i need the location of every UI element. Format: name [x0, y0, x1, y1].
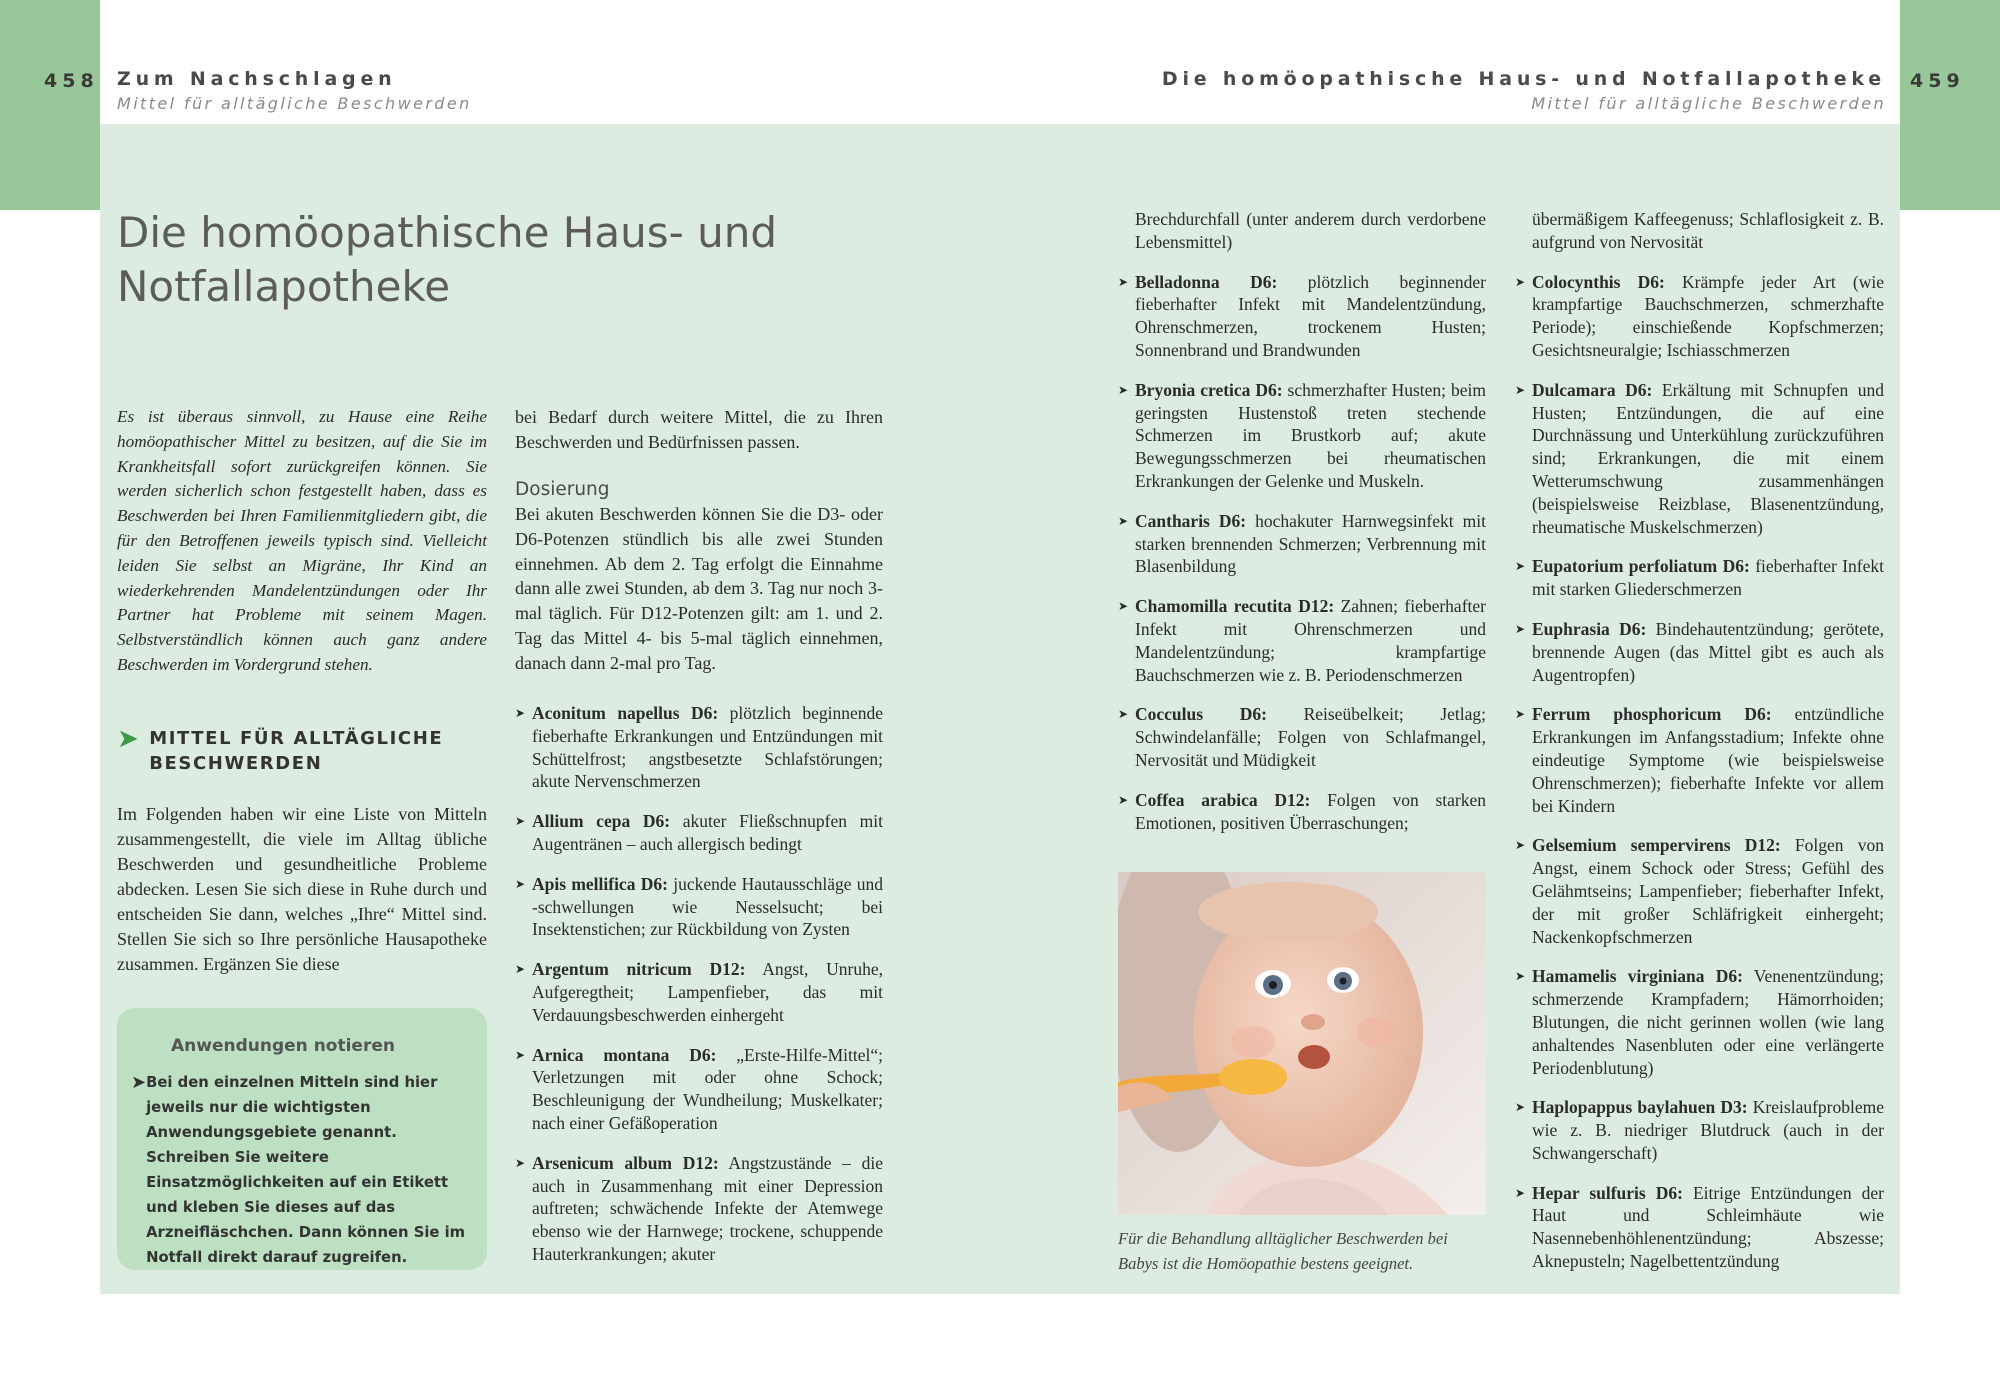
- remedy-entry: [1515, 1096, 1884, 1164]
- remedy-entry: [1118, 789, 1486, 835]
- tip-box-row: [131, 1070, 467, 1270]
- remedy-entry: [1515, 618, 1884, 686]
- remedy-name: Hamamelis virginiana D6:: [1532, 966, 1743, 987]
- remedy-description: Angst, Unruhe, Aufgeregtheit; Lampenfieber, das mit Verdauungsbeschwerden einhergeht: [532, 959, 883, 1025]
- remedy-name: Haplopappus baylahuen D3:: [1532, 1097, 1748, 1118]
- remedy-entry: [1515, 834, 1884, 948]
- remedy-list-column-4-items: [1515, 271, 1884, 1273]
- right-color-tab: [1900, 0, 2000, 210]
- arrow-icon: ➤: [131, 1072, 147, 1093]
- remedy-name: Belladonna D6:: [1135, 271, 1278, 292]
- remedy-description: Kreislaufprobleme wie z. B. niedriger Blutdruck (auch in der Schwangerschaft): [1532, 1097, 1884, 1163]
- right-header-title: Die homöopathische Haus- und Notfallapotheke: [1161, 68, 1886, 90]
- remedy-name: Eupatorium perfoliatum D6:: [1532, 556, 1750, 577]
- remedy-description: Angstzustände – die auch in Zusammenhang mit einer Depression auftreten; schwächende Infekte der Atemwege ebenso wie der Harnwege; trockene, schuppende Hauterkrankungen; akuter: [532, 1152, 883, 1264]
- right-page-number: 459: [1910, 70, 1965, 92]
- remedy-name: Ferrum phosphoricum D6:: [1532, 704, 1772, 725]
- remedy-description: plötzlich beginnende fieberhafte Erkrankungen und Entzündungen mit Schüttelfrost; angstbesetzte Schlafstörungen; akute Nervenschmerzen: [532, 703, 883, 792]
- remedy-description: Krämpfe jeder Art (wie krampfartige Bauchschmerzen, schmerzhafte Periode); einschießende Kopfschmerzen; Gesichtsneuralgie; Ischiasschmerzen: [1532, 271, 1885, 360]
- remedy-name: Gelsemium sempervirens D12:: [1532, 835, 1781, 856]
- remedy-list-column-3: [1118, 208, 1486, 851]
- baby-photo: [1118, 872, 1486, 1215]
- remedy-name: Apis mellifica D6:: [532, 873, 668, 894]
- tip-box-text: Bei den einzelnen Mitteln sind hier jeweils nur die wichtigsten Anwendungsgebiete genannt. Schreiben Sie weitere Einsatzmöglichkeiten auf ein Etikett und kleben Sie dieses auf das Arzneifläschchen. Dann können Sie im Notfall direkt darauf zugreifen.: [146, 1074, 466, 1266]
- remedy-name: Argentum nitricum D12:: [532, 959, 746, 980]
- page-title: Die homöopathische Haus- und Notfallapotheke: [117, 208, 777, 311]
- section-heading-text: MITTEL FÜR ALLTÄGLICHE BESCHWERDEN: [149, 728, 444, 774]
- remedy-name: Cocculus D6:: [1135, 704, 1267, 725]
- left-page-number: 458: [44, 70, 99, 92]
- remedy-entry: [1515, 379, 1884, 539]
- remedy-entry: [1515, 555, 1884, 601]
- remedy-description: Folgen von starken Emotionen, positiven Überraschungen;: [1135, 789, 1486, 833]
- remedy-description: schmerzhafter Husten; beim geringsten Hustenstoß treten stechende Schmerzen im Brustkorb auf; akute Bewegungsschmerzen bei rheumatischen Erkrankungen der Gelenke und Muskeln.: [1135, 379, 1486, 491]
- left-header-subtitle: Mittel für alltägliche Beschwerden: [117, 94, 472, 113]
- left-color-tab: [0, 0, 100, 210]
- remedy-description: Erkältung mit Schnupfen und Husten; Entzündungen, die auf eine Durchnässung und Unterkühlung zurückzuführen sind; Erkrankungen, die mit einem Wetterumschwung zusammenhängen (beispielsweise Reizblase, Blasenentzündung, rheumatische Muskelschmerzen): [1532, 379, 1884, 537]
- left-running-header: [117, 68, 472, 113]
- remedy-description: Bindehautentzündung; gerötete, brennende Augen (das Mittel gibt es auch als Augentropfen): [1532, 618, 1884, 685]
- remedy-name: Bryonia cretica D6:: [1135, 379, 1283, 400]
- photo-caption: Für die Behandlung alltäglicher Beschwerden bei Babys ist die Homöopathie bestens geeignet.: [1118, 1229, 1448, 1273]
- remedy-entry: [1118, 703, 1486, 771]
- remedy-description: juckende Hautausschläge und -schwellungen wie Nesselsucht; bei Insektenstichen; zur Rückbildung von Zysten: [532, 873, 884, 940]
- dosage-heading: Dosierung: [515, 479, 610, 500]
- remedy-description: Folgen von Angst, einem Schock oder Stress; Gefühl des Gelähmtseins; Lampenfieber; fieberhafter Infekt, der mit großer Schläfrigkeit einhergeht; Nackenkopfschmerzen: [1532, 835, 1884, 947]
- remedy-description: Reiseübelkeit; Jetlag; Schwindelanfälle; Folgen von Schlafmangel, Nervosität und Müdigkeit: [1135, 704, 1486, 770]
- remedy-entry: [515, 702, 883, 793]
- remedy-entry: [1515, 703, 1884, 817]
- remedy-name: Hepar sulfuris D6:: [1532, 1182, 1683, 1203]
- left-header-title: Zum Nachschlagen: [117, 68, 397, 90]
- tip-box-title: Anwendungen notieren: [171, 1036, 395, 1056]
- remedy-list-column-4: [1515, 208, 1884, 1290]
- remedy-entry: [1118, 379, 1486, 493]
- remedy-entry: [1515, 965, 1884, 1079]
- column-2-continuation: bei Bedarf durch weitere Mittel, die zu Ihren Beschwerden und Bedürfnissen passen.: [515, 407, 883, 452]
- column-3-continuation: Brechdurchfall (unter anderem durch verdorbene Lebensmittel): [1135, 209, 1486, 252]
- remedy-name: Coffea arabica D12:: [1135, 789, 1311, 810]
- dosage-text: Bei akuten Beschwerden können Sie die D3- oder D6-Potenzen stündlich bis alle zwei Stunden einnehmen. Ab dem 2. Tag erfolgt die Einnahme dann alle zwei Stunden, ab dem 3. Tag nur noch 3-mal täglich. Für D12-Potenzen gilt: am 1. und 2. Tag das Mittel 4- bis 5-mal täglich einnehmen, danach dann 2-mal pro Tag.: [515, 504, 883, 673]
- remedy-name: Chamomilla recutita D12:: [1135, 596, 1335, 617]
- section-body: Im Folgenden haben wir eine Liste von Mitteln zusammengestellt, die viele im Alltag übliche Beschwerden und gesundheitliche Probleme abdecken. Lesen Sie sich diese in Ruhe durch und entscheiden Sie dann, welches „Ihre“ Mittel sind. Stellen Sie sich so Ihre persönliche Hausapotheke zusammen. Ergänzen Sie diese: [117, 804, 487, 974]
- remedy-name: Cantharis D6:: [1135, 510, 1247, 531]
- remedy-entry: [1118, 510, 1486, 578]
- remedy-description: akuter Fließschnupfen mit Augentränen – auch allergisch bedingt: [532, 811, 883, 854]
- remedy-name: Colocynthis D6:: [1532, 271, 1665, 292]
- remedy-name: Dulcamara D6:: [1532, 379, 1653, 400]
- remedy-name: Arsenicum album D12:: [532, 1152, 719, 1173]
- remedy-description: Venenentzündung; schmerzende Krampfadern; Hämorrhoiden; Blutungen, die nicht gerinnen wollen (wie lang anhaltendes Nasenbluten oder eine verlängerte Periodenblutung): [1532, 966, 1884, 1078]
- remedy-name: Euphrasia D6:: [1532, 618, 1647, 639]
- remedy-description: „Erste-Hilfe-Mittel“; Verletzungen mit oder ohne Schock; Beschleunigung der Wundheilung; Muskelkater; nach einer Gefäßoperation: [532, 1044, 883, 1133]
- remedy-entry: [515, 873, 883, 941]
- remedy-description: plötzlich beginnender fieberhafter Infekt mit Mandelentzündung, Ohrenschmerzen, trockenem Husten; Sonnenbrand und Brandwunden: [1135, 271, 1486, 360]
- remedy-name: Aconitum napellus D6:: [532, 703, 719, 723]
- tip-box: [117, 1008, 487, 1270]
- remedy-entry: [515, 1152, 883, 1266]
- remedy-description: hochakuter Harnwegsinfekt mit starken brennenden Schmerzen; Verbrennung mit Blasenbildung: [1135, 510, 1486, 577]
- column-2-intro: [515, 405, 883, 676]
- remedy-entry: [515, 1044, 883, 1135]
- remedy-name: Arnica montana D6:: [532, 1044, 717, 1065]
- remedy-description: entzündliche Erkrankungen im Anfangsstadium; Infekte ohne eindeutige Symptome (wie beispielsweise Ohrenschmerzen); fieberhafte Infekte vor allem bei Kindern: [1532, 704, 1885, 816]
- remedy-list-column-2: [515, 702, 883, 1283]
- remedy-list-column-3-items: [1118, 271, 1486, 835]
- remedy-name: Allium cepa D6:: [532, 811, 671, 832]
- remedy-entry: [1118, 271, 1486, 362]
- green-arrow-icon: ➤: [117, 724, 139, 754]
- right-running-header: [1162, 68, 1886, 113]
- remedy-entry: [515, 958, 883, 1026]
- remedy-entry: [515, 810, 883, 856]
- remedy-description: Zahnen; fieberhafter Infekt mit Ohrenschmerzen und Mandelentzündung; krampfartige Bauchschmerzen wie z. B. Periodenschmerzen: [1135, 596, 1486, 685]
- remedy-description: fieberhafter Infekt mit starken Gliederschmerzen: [1532, 556, 1884, 600]
- remedy-entry: [1515, 1182, 1884, 1273]
- remedy-entry: [1515, 271, 1884, 362]
- remedy-description: Eitrige Entzündungen der Haut und Schleimhäute wie Nasennebenhöhlenentzündung; Abszesse; Aknepusteln; Nagelbettentzündung: [1532, 1182, 1884, 1272]
- remedy-entry: [1118, 595, 1486, 686]
- intro-paragraph: Es ist überaus sinnvoll, zu Hause eine Reihe homöopathischer Mittel zu besitzen, auf die Sie im Krankheitsfall sofort zurückgreifen können. Sie werden sicherlich schon festgestellt haben, dass es Beschwerden bei Ihren Familienmitgliedern gibt, die für den Betroffenen jeweils typisch sind. Vielleicht leiden Sie selbst an Migräne, Ihr Kind an wiederkehrenden Mandelentzündungen oder Ihr Partner hat Probleme mit seinem Magen. Selbstverständlich können auch ganz andere Beschwerden im Vordergrund stehen.: [117, 407, 487, 674]
- column-4-continuation: übermäßigem Kaffeegenuss; Schlaflosigkeit z. B. aufgrund von Nervosität: [1532, 209, 1884, 252]
- section-heading: [117, 726, 497, 776]
- right-header-subtitle: Mittel für alltägliche Beschwerden: [1531, 94, 1886, 113]
